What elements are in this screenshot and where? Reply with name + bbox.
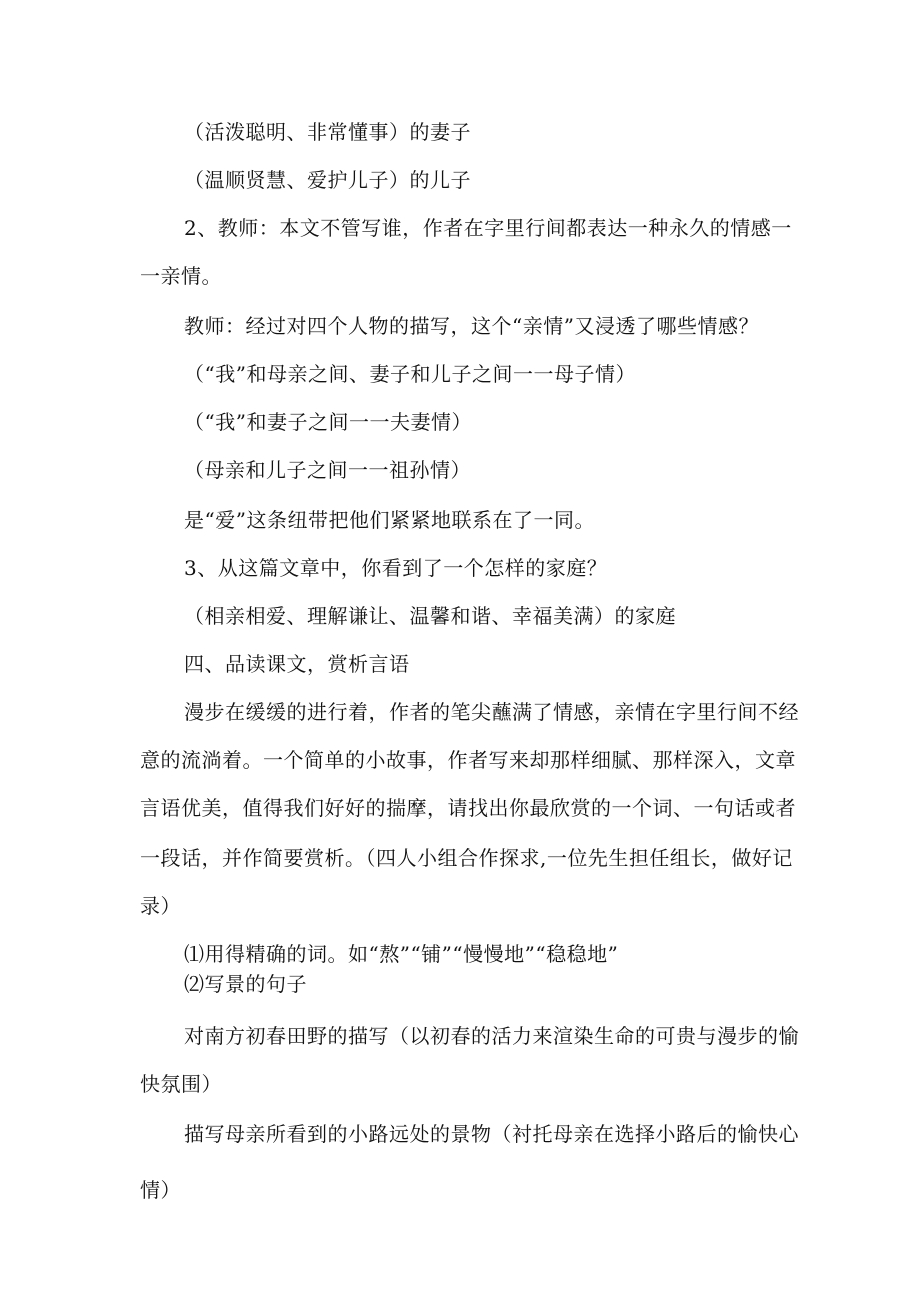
text-line: ⑴用得精确的词。如“熬”“铺”“慢慢地”“稳稳地”: [184, 942, 619, 966]
text-line: （“我”和妻子之间一一夫妻情）: [184, 410, 472, 434]
text-line: 3、从这篇文章中，你看到了一个怎样的家庭？: [184, 556, 608, 580]
text-line: 一段话，并作简要赏析。（四人小组合作探求,一位先生担任组长，做好记: [140, 846, 793, 870]
text-line: 漫步在缓缓的进行着，作者的笔尖蘸满了情感，亲情在字里行间不经: [184, 700, 799, 724]
text-line: （母亲和儿子之间一一祖孙情）: [184, 458, 471, 482]
text-line: 一亲情。: [140, 264, 222, 288]
text-line: 是“爱”这条纽带把他们紧紧地联系在了一同。: [184, 508, 595, 532]
text-line: 情）: [140, 1178, 181, 1202]
text-line: （相亲相爱、理解谦让、温馨和谐、幸福美满）的家庭: [184, 604, 676, 628]
text-line: （活泼聪明、非常懂事）的妻子: [184, 120, 471, 144]
text-line: 描写母亲所看到的小路远处的景物（衬托母亲在选择小路后的愉快心: [184, 1122, 799, 1146]
section-heading: 四、品读课文，赏析言语: [184, 652, 410, 676]
text-line: ⑵写景的句子: [184, 972, 307, 996]
text-line: 快氛围）: [140, 1072, 222, 1096]
text-line: 录）: [140, 894, 181, 918]
text-line: 对南方初春田野的描写（以初春的活力来渲染生命的可贵与漫步的愉: [184, 1024, 799, 1048]
text-line: 意的流淌着。一个简单的小故事，作者写来却那样细腻、那样深入，文章: [140, 748, 796, 772]
text-line: 2、教师：本文不管写谁，作者在字里行间都表达一种永久的情感一: [184, 216, 792, 240]
text-line: （温顺贤慧、爱护儿子）的儿子: [184, 168, 471, 192]
text-line: 教师：经过对四个人物的描写，这个“亲情”又浸透了哪些情感？: [184, 314, 759, 338]
text-line: 言语优美，值得我们好好的揣摩，请找出你最欣赏的一个词、一句话或者: [140, 796, 796, 820]
text-line: （“我”和母亲之间、妻子和儿子之间一一母子情）: [184, 362, 636, 386]
